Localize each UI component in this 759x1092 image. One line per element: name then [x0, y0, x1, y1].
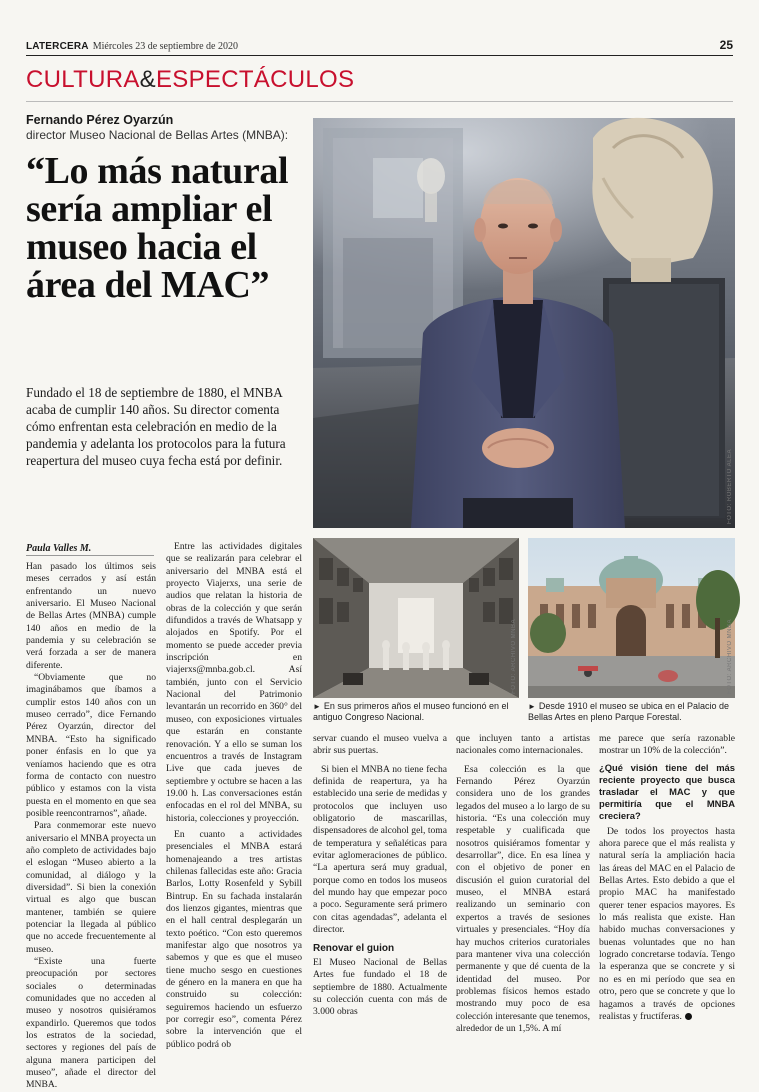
col3-paragraph: El Museo Nacional de Bellas Artes fue fundado el 18 de septiembre de 1880. Actualmente su colección cuenta con más de 3.000 obras [313, 956, 447, 1018]
section-title [26, 66, 354, 94]
col5-paragraph-text: De todos los proyectos hasta ahora parece que el más realista y natural sería la ampliación hacia las áreas del MAC en el Palacio de Bellas Artes. Esto debido a que el propio MAC ha manifestado querer tener espacios mayores. Es lo más realista que existe. Han habido muchas conversaciones y buenas voluntades que no han logrado concretarse todavía. Tengo la esperanza que se concrete y si no es en mi período que sea en otro, pero que se concrete y que lo hagamos a través de opciones realistas y fructíferas. [599, 825, 735, 1022]
historic-interior-photo [313, 538, 519, 698]
column-1 [26, 561, 156, 1092]
byline: Paula Valles M. [26, 543, 154, 556]
caption-text: Desde 1910 el museo se ubica en el Palacio de Bellas Artes en pleno Parque Forestal. [528, 701, 730, 722]
historic-interior-illustration [313, 538, 519, 698]
section-title-part1: CULTURA [26, 66, 140, 93]
caption-arrow-icon: ► [313, 702, 321, 711]
photo2-credit: FOTO: ARCHIVO MNBA [511, 619, 517, 694]
subhead: Renovar el guion [313, 942, 395, 954]
end-mark-icon [685, 1013, 692, 1020]
lede: Fundado el 18 de septiembre de 1880, el MNBA acaba de cumplir 140 años. Su director comenta cómo enfrentan esta celebración en medio de la pandemia y adelanta los protocolos para la futura reapertura del museo cuya fecha está por definir. [26, 385, 286, 468]
page-number: 25 [719, 38, 733, 52]
palace-illustration [528, 538, 735, 698]
col2-paragraph: Entre las actividades digitales que se realizarán para celebrar el aniversario del MNBA está el proyecto Viajerxs, una serie de audios que relatan la historia de obras de la colección y que serán difundidos a través de Whatsapp y alojados en Spotify. Por el momento se puede acceder previa inscripción en viajerxs@mnba.gob.cl. Así también, junto con el Servicio Nacional del Patrimonio levantarán un recorrido en 360° del museo, con exposiciones virtuales que estarán en constante renovación. Y a ello se suman los encuentros a través de Instagram Live que cada jueves de septiembre y octubre se hacen a las 19.00 h. Las conversaciones están enfocadas en el rol del MNBA, su historia, colecciones y proyección. [166, 541, 302, 824]
col3-paragraph: servar cuando el museo vuelva a abrir sus puertas. [313, 733, 447, 757]
caption-palace [528, 701, 735, 723]
interviewee-name: Fernando Pérez Oyarzún [26, 113, 174, 127]
col1-paragraph: Para conmemorar este nuevo aniversario el MNBA proyecta un año completo de actividades bajo el eslogan “Museo abierto a la comunidad, al diálogo y la diversidad”. Si bien la conexión virtual es algo que buscan mantener, también se quiere potenciar la llegada al público que no accede frecuentemente al museo. [26, 820, 157, 955]
col4-paragraph: que incluyen tanto a artistas nacionales como internacionales. [456, 733, 590, 757]
interview-question: ¿Qué visión tiene del más reciente proyecto que busca trasladar el MAC y que permitiría que el MNBA creciera? [599, 761, 735, 821]
headline: “Lo más natural sería ampliar el museo hacia el área del MAC” [26, 150, 289, 306]
column-2 [166, 541, 302, 1051]
hero-photo [313, 118, 735, 528]
hero-photo-illustration [313, 118, 735, 528]
section-title-amp: & [139, 66, 156, 93]
section-divider [26, 101, 733, 102]
col2-paragraph: En cuanto a actividades presenciales el MNBA estará homenajeando a tres artistas chilenas fallecidas este año: Gracia Barlos, Lotty Rosenfeld y Sybill Bintrup. En su fachada instalarán dos lienzos gigantes, mientras que en el hall central desplegarán un texto poético. “Con esto queremos manifestar algo que nosotros ya sabemos y que es que el museo tiene mucho sesgo en cuestiones de género en la manera en que ha construido su colección: seguiremos haciendo un esfuerzo por corregir eso”, comenta Pérez sobre la intervención que el público podrá ob [166, 828, 302, 1050]
col1-paragraph: “Obviamente que no imaginábamos que íbamos a cumplir estos 140 años con un museo cerrado”, dice Fernando Pérez Oyarzún, director del MNBA. “Esto ha significado poner énfasis en lo que ya veníamos haciendo que es otra forma de contacto con nuestro público y estamos con la vista puesta en el momento en que sea posible reencontrarnos”, añade. [26, 672, 156, 819]
caption-text: En sus primeros años el museo funcionó en el antiguo Congreso Nacional. [313, 701, 509, 722]
palace-photo [528, 538, 735, 698]
column-3 [313, 733, 447, 1019]
newspaper-name: LATERCERA [26, 41, 89, 52]
column-4 [456, 733, 590, 1035]
masthead [26, 38, 733, 56]
col5-paragraph: me parece que sería razonable mostrar un 10% de la colección”. [599, 733, 735, 757]
col5-paragraph [599, 826, 735, 1024]
caption-historic-interior [313, 701, 519, 723]
col1-paragraph: Han pasado los últimos seis meses cerrados y así están enfrentando un nuevo aniversario. El Museo Nacional de Bellas Artes (MNBA) cumple 140 años en medio de la pandemia y su celebración se verá forzada a ser de manera diferente. [26, 561, 156, 671]
hero-photo-credit: FOTO: ROBERTO ALEA [727, 448, 733, 524]
column-5 [599, 733, 735, 1023]
col4-paragraph: Esa colección es la que Fernando Pérez Oyarzún considera uno de los grandes legados del museo a lo largo de su historia. “Es una colección muy respetable y cualificada que nosotros quisiéramos fomentar y desarrollar”, dice. En esa línea y con el objetivo de poner en discusión el guion curatorial del museo, el MNBA estará realizando un seminario con expertos a través de sesiones virtuales y presenciales. “Hoy día hay muchos criterios curatoriales para mantener viva una colección permanente y que dé cuenta de la identidad del museo. Por problemas físicos hemos estado mostrando muy poco de esa colección interesante que tenemos, alrededor de un 1,5%. A mí [456, 763, 590, 1034]
col3-paragraph: Si bien el MNBA no tiene fecha definida de reapertura, ya ha establecido una serie de medidas y protocolos que incluyen uso obligatorio de mascarillas, dispensadores de alcohol gel, toma de temperatura y señaléticas para evitar aglomeraciones de público. “La apertura será muy gradual, porque como en todos los museos del mundo hay que empezar poco a poco. Seguramente será primero con citas agendadas”, adelanta el director. [313, 763, 448, 936]
photo3-credit: FOTO: ARCHIVO MNBA [727, 619, 733, 694]
caption-arrow-icon: ► [528, 702, 536, 711]
interviewee-role: director Museo Nacional de Bellas Artes (MNBA): [26, 128, 289, 142]
col1-paragraph: “Existe una fuerte preocupación por sectores sociales o determinadas comunidades que no acceden al museo y nosotros quisiéramos expandirlo. Queremos que todos los estratos de la sociedad, sectores y regiones del país de alguna manera participen del museo”, añade el director del MNBA. [26, 956, 156, 1091]
issue-date: Miércoles 23 de septiembre de 2020 [92, 41, 238, 52]
section-title-part2: ESPECTÁCULOS [155, 66, 355, 93]
